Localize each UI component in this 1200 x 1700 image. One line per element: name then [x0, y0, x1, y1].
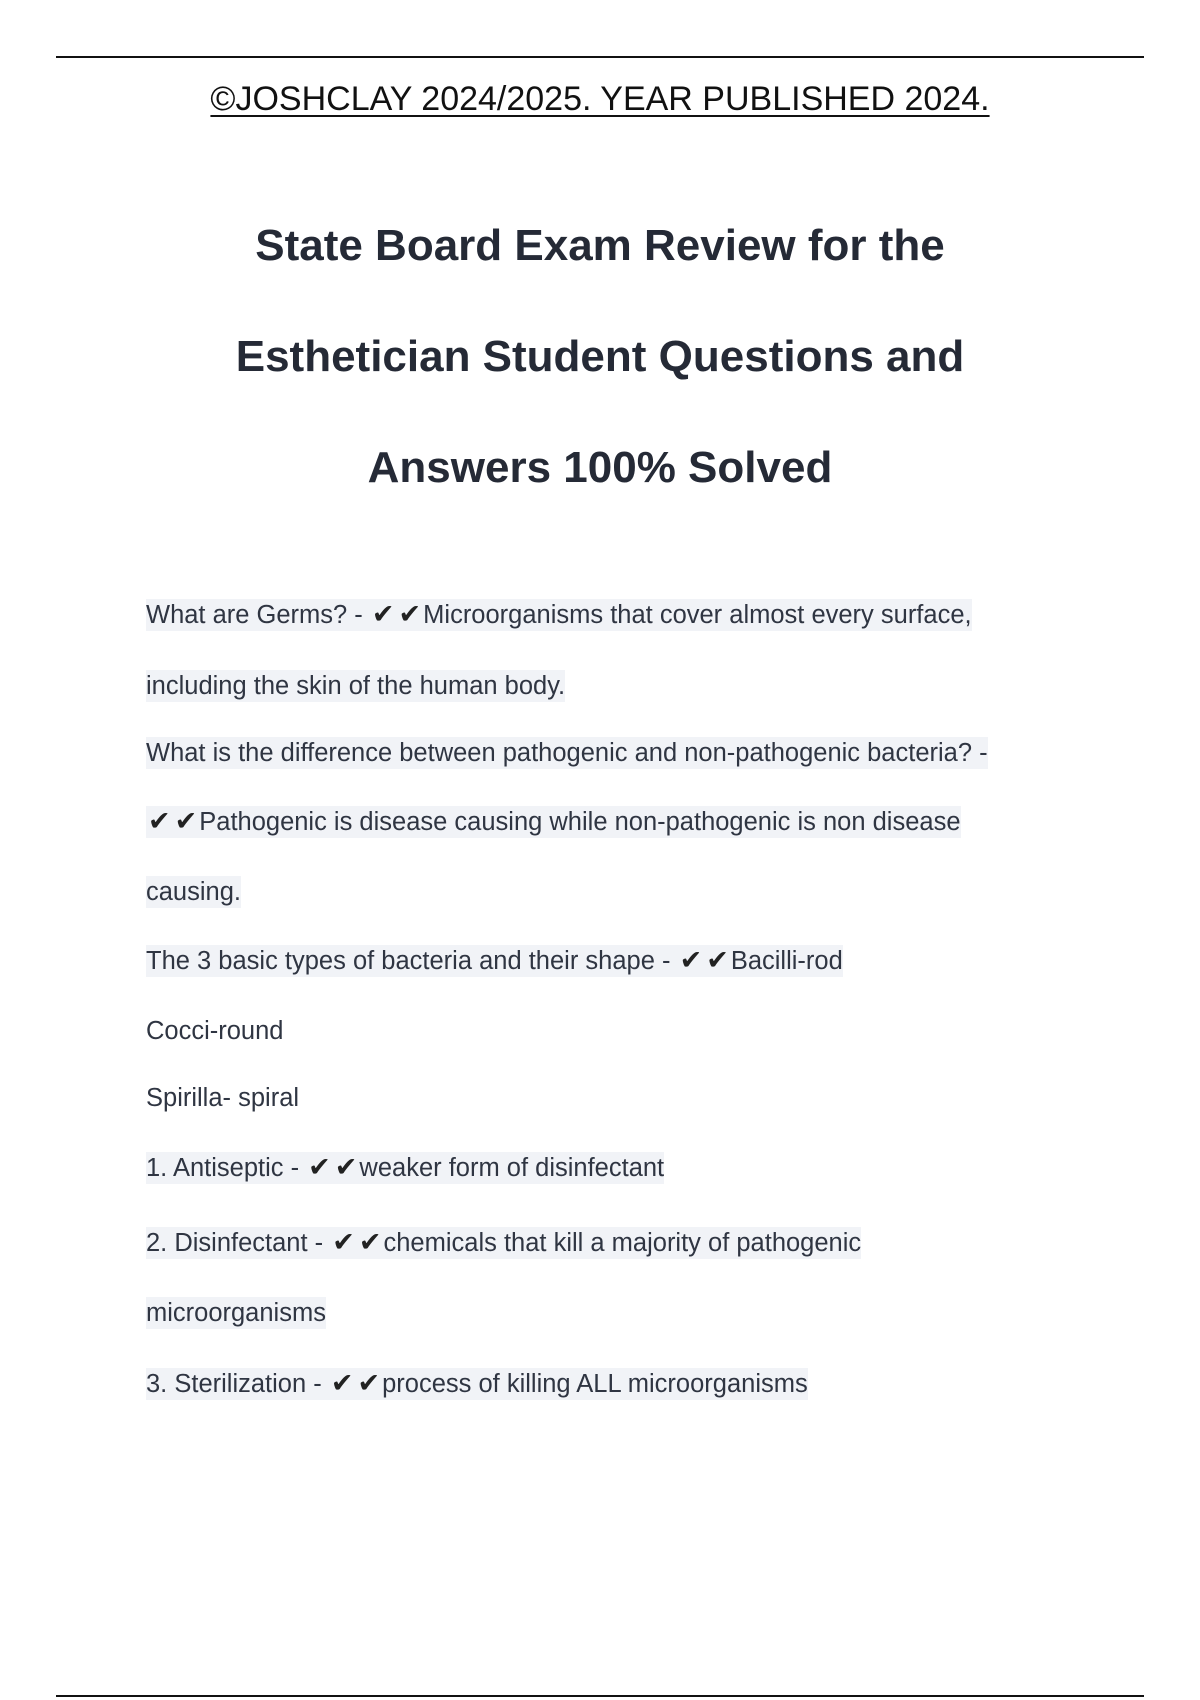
answer-text: Spirilla- spiral: [146, 1084, 300, 1112]
question-text: 1. Antiseptic -: [146, 1154, 300, 1182]
answer-continuation: [146, 668, 1086, 704]
check-icon: ✔: [334, 1152, 358, 1183]
question-text: 2. Disinfectant -: [146, 1229, 324, 1257]
qa-item-bacteria-types: [146, 943, 1086, 979]
check-icon: ✔: [357, 1368, 381, 1399]
answer-text: Cocci-round: [146, 1017, 284, 1045]
check-icon: ✔: [174, 806, 198, 837]
question-text: What is the difference between pathogenic and non-pathogenic bacteria? -: [146, 739, 988, 767]
answer-line: [146, 804, 1086, 840]
check-icon: ✔: [706, 945, 729, 976]
question-text: What are Germs? -: [146, 601, 363, 629]
qa-item-pathogenic: [146, 735, 1086, 771]
title-line-2: Esthetician Student Questions and: [235, 332, 965, 381]
answer-continuation: [146, 874, 1086, 910]
answer-text: including the skin of the human body.: [146, 672, 566, 700]
check-icon: ✔: [308, 1152, 331, 1183]
document-title: [140, 190, 1060, 523]
check-icon: ✔: [371, 599, 395, 630]
check-icon: ✔: [332, 1227, 355, 1258]
check-icon: ✔: [398, 599, 422, 630]
check-icon: ✔: [679, 945, 703, 976]
qa-item-sterilization: [146, 1366, 1086, 1402]
answer-text: Microorganisms that cover almost every surface,: [423, 601, 972, 629]
copyright-header: [0, 80, 1200, 119]
qa-item-germs: [146, 597, 1086, 633]
bottom-rule: [56, 1695, 1144, 1697]
qa-item-disinfectant: [146, 1225, 1086, 1261]
answer-continuation: [146, 1080, 1086, 1116]
question-text: 3. Sterilization -: [146, 1370, 322, 1398]
answer-text: chemicals that kill a majority of pathogenic: [383, 1229, 862, 1257]
check-icon: ✔: [358, 1227, 382, 1258]
title-line-3: Answers 100% Solved: [367, 443, 833, 492]
copyright-text: ©JOSHCLAY 2024/2025. YEAR PUBLISHED 2024.: [210, 80, 990, 118]
question-text: The 3 basic types of bacteria and their shape -: [146, 947, 671, 975]
title-line-1: State Board Exam Review for the: [255, 221, 945, 270]
answer-text: causing.: [146, 878, 241, 906]
answer-text: microorganisms: [146, 1299, 326, 1327]
check-icon: ✔: [330, 1368, 354, 1399]
top-rule: [56, 56, 1144, 58]
answer-continuation: [146, 1013, 1086, 1049]
answer-text: weaker form of disinfectant: [359, 1154, 665, 1182]
answer-text: process of killing ALL microorganisms: [382, 1370, 808, 1398]
answer-continuation: [146, 1295, 1086, 1331]
check-icon: ✔: [148, 806, 171, 837]
answer-text: Pathogenic is disease causing while non-pathogenic is non disease: [199, 808, 961, 836]
qa-item-antiseptic: [146, 1150, 1086, 1186]
answer-text: Bacilli-rod: [730, 947, 843, 975]
